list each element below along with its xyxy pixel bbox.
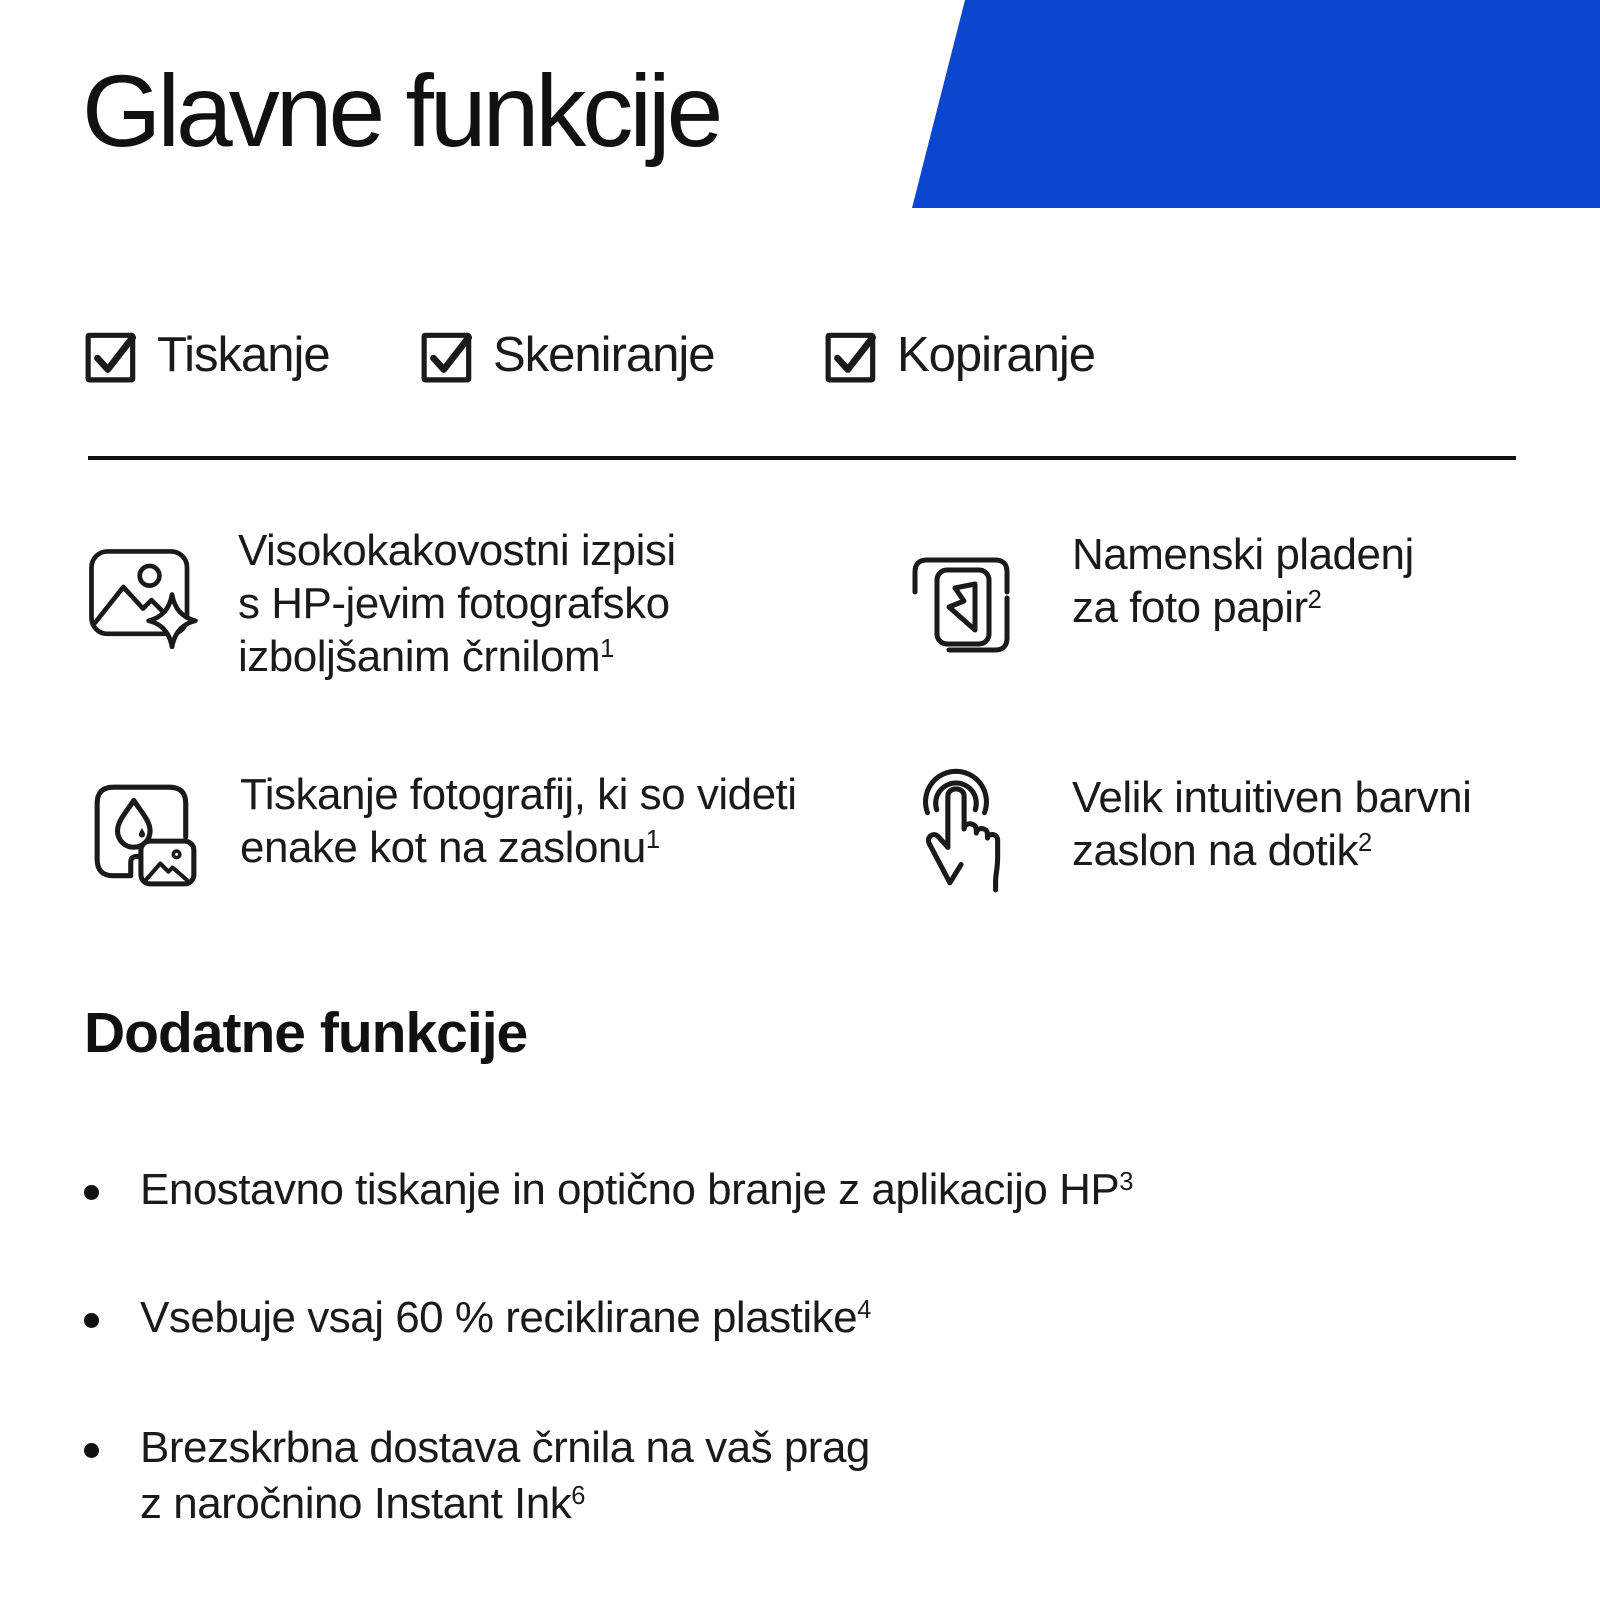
- bullet-line: Brezskrbna dostava črnila na vaš prag: [140, 1423, 870, 1472]
- feature-line: izboljšanim črnilom$^1$: [238, 632, 614, 681]
- section-divider: [88, 456, 1516, 460]
- checkbox-label: Kopiranje: [897, 328, 1096, 382]
- checkbox-checked-icon: [824, 326, 882, 384]
- bullet-dot: [84, 1185, 99, 1200]
- footnote-marker: 6: [571, 1481, 585, 1510]
- checkbox-item-tiskanje: [84, 326, 330, 384]
- feature-line: za foto papir$^2$: [1072, 583, 1322, 632]
- touchscreen-icon: [902, 766, 1012, 894]
- section-subtitle: Dodatne funkcije: [84, 1001, 528, 1065]
- feature-line: Tiskanje fotografij, ki so videti: [240, 770, 797, 819]
- bullet-item-instant-ink: [140, 1420, 870, 1538]
- feature-text-photo-quality: [238, 524, 676, 690]
- feature-line: zaslon na dotik$^2$: [1072, 826, 1372, 875]
- feature-text-photo-print: [240, 768, 797, 881]
- checkbox-item-skeniranje: [420, 326, 715, 384]
- checkbox-label: Tiskanje: [157, 328, 330, 382]
- page-title: Glavne funkcije: [82, 54, 720, 168]
- feature-text-touchscreen: [1072, 771, 1471, 884]
- bullet-item-app: Enostavno tiskanje in optično branje z aplikacijo $HP^3$: [140, 1165, 1133, 1214]
- checkbox-checked-icon: [84, 326, 142, 384]
- checkbox-label: Skeniranje: [493, 328, 715, 382]
- footnote-marker: 4: [857, 1295, 871, 1324]
- feature-line: s HP-jevim fotografsko: [238, 579, 670, 628]
- checkbox-checked-icon: [420, 326, 478, 384]
- checkbox-item-kopiranje: [824, 326, 1095, 384]
- feature-line: Visokokakovostni izpisi: [238, 526, 676, 575]
- feature-line: Namenski pladenj: [1072, 530, 1414, 579]
- footnote-marker: 1: [600, 634, 614, 663]
- photo-tray-icon: [905, 540, 1017, 662]
- footnote-marker: 1: [645, 825, 660, 854]
- bullet-line: z naročnino Instant Ink$^6$: [140, 1479, 585, 1528]
- blue-corner-shape: [912, 0, 1600, 208]
- feature-line: enake kot na zaslonu$^1$: [240, 823, 660, 872]
- feature-text-photo-tray: [1072, 528, 1414, 641]
- bullet-item-recycled: Vsebuje vsaj 60 % reciklirane plastike$^4$: [140, 1293, 871, 1342]
- feature-line: Velik intuitiven barvni: [1072, 773, 1472, 822]
- bullet-dot: [84, 1313, 99, 1328]
- bullet-dot: [84, 1443, 99, 1458]
- photo-sparkle-icon: [84, 540, 202, 649]
- footnote-marker: 2: [1307, 585, 1322, 614]
- footnote-marker: 3: [1119, 1167, 1133, 1196]
- footnote-marker: 2: [1358, 828, 1372, 857]
- ink-drop-photo-icon: [88, 778, 202, 892]
